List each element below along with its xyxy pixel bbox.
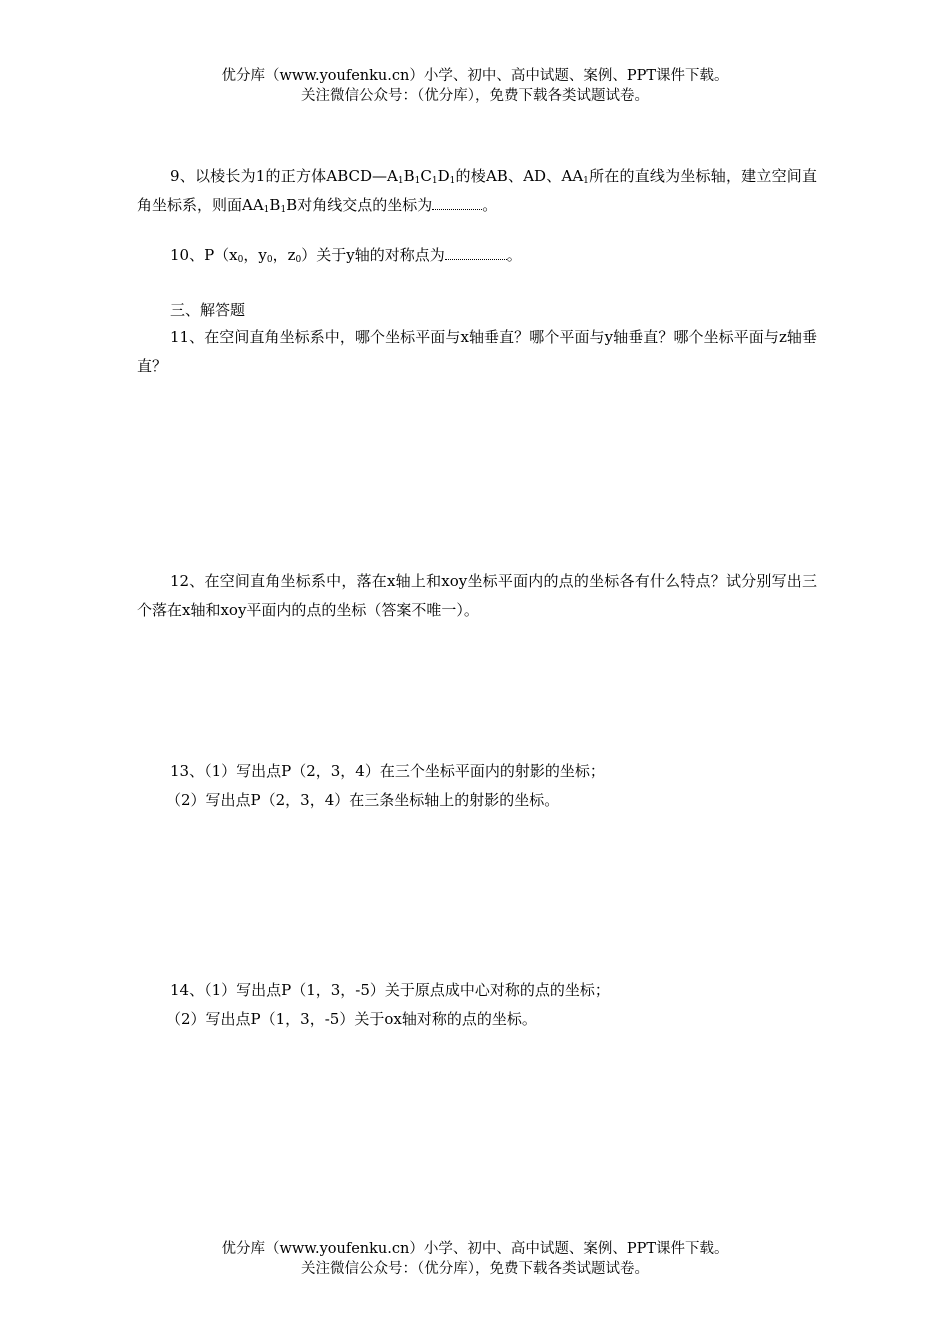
q10-sub: 0	[295, 255, 302, 265]
q10-answer-blank[interactable]	[445, 247, 507, 260]
page-footer	[0, 1239, 950, 1279]
q9-text: 9、以棱长为1的正方体ABCD—A	[170, 167, 398, 185]
section-heading: 三、解答题	[170, 301, 246, 319]
q13-line-1: 13、（1）写出点P（2，3，4）在三个坐标平面内的射影的坐标；	[170, 762, 605, 780]
header-line-2: 关注微信公众号：（优分库），免费下载各类试题试卷。	[301, 88, 649, 104]
q9-text: B对角线交点的坐标为	[286, 196, 433, 214]
header-line-1: 优分库（www.youfenku.cn）小学、初中、高中试题、案例、PPT课件下载。	[221, 68, 729, 84]
q9-sub: 1	[431, 176, 438, 186]
q10-sub: 0	[266, 255, 273, 265]
q14-line-2: （2）写出点P（1，3，-5）关于ox轴对称的点的坐标。	[166, 1010, 537, 1028]
q9-sub: 1	[583, 176, 589, 186]
q14-line-1: 14、（1）写出点P（1，3，-5）关于原点成中心对称的点的坐标；	[170, 981, 610, 999]
q9-text: B	[269, 196, 281, 214]
page-header	[0, 66, 950, 106]
q9-sub: 1	[414, 176, 421, 186]
q9-end: 。	[482, 196, 498, 214]
q10-text: ）关于y轴的对称点为	[301, 246, 445, 264]
q9-sub: 1	[449, 176, 456, 186]
q9-answer-blank[interactable]	[432, 197, 482, 210]
q13-line-2: （2）写出点P（2，3，4）在三条坐标轴上的射影的坐标。	[166, 791, 560, 809]
q9-sub: 1	[280, 205, 287, 215]
question-10	[137, 241, 817, 270]
q9-text: 所在的直线为坐标轴，建立空间直角坐标系，则面AA	[137, 167, 817, 214]
question-12: 12、在空间直角坐标系中，落在x轴上和xoy坐标平面内的点的坐标各有什么特点？试分别写出三个落在x轴和xoy平面内的点的坐标（答案不唯一）。	[137, 572, 817, 619]
q9-sub: 1	[397, 176, 404, 186]
question-13	[137, 757, 817, 815]
question-14	[137, 976, 817, 1034]
q9-text: 的棱AB、AD、AA	[455, 167, 584, 185]
q10-text: ，y	[243, 246, 267, 264]
question-11: 11、在空间直角坐标系中，哪个坐标平面与x轴垂直？哪个平面与y轴垂直？哪个坐标平面与z轴垂直？	[137, 328, 817, 375]
footer-line-1: 优分库（www.youfenku.cn）小学、初中、高中试题、案例、PPT课件下载。	[221, 1241, 729, 1257]
q9-text: C	[420, 167, 432, 185]
q10-end: 。	[506, 246, 522, 264]
q9-text: B	[403, 167, 415, 185]
q9-text: D	[437, 167, 450, 185]
footer-line-2: 关注微信公众号：（优分库），免费下载各类试题试卷。	[301, 1261, 649, 1277]
q9-sub: 1	[263, 205, 270, 215]
q10-text: ，z	[272, 246, 296, 264]
question-9	[137, 162, 817, 220]
q10-text: 10、P（x	[170, 246, 238, 264]
q10-sub: 0	[237, 255, 244, 265]
